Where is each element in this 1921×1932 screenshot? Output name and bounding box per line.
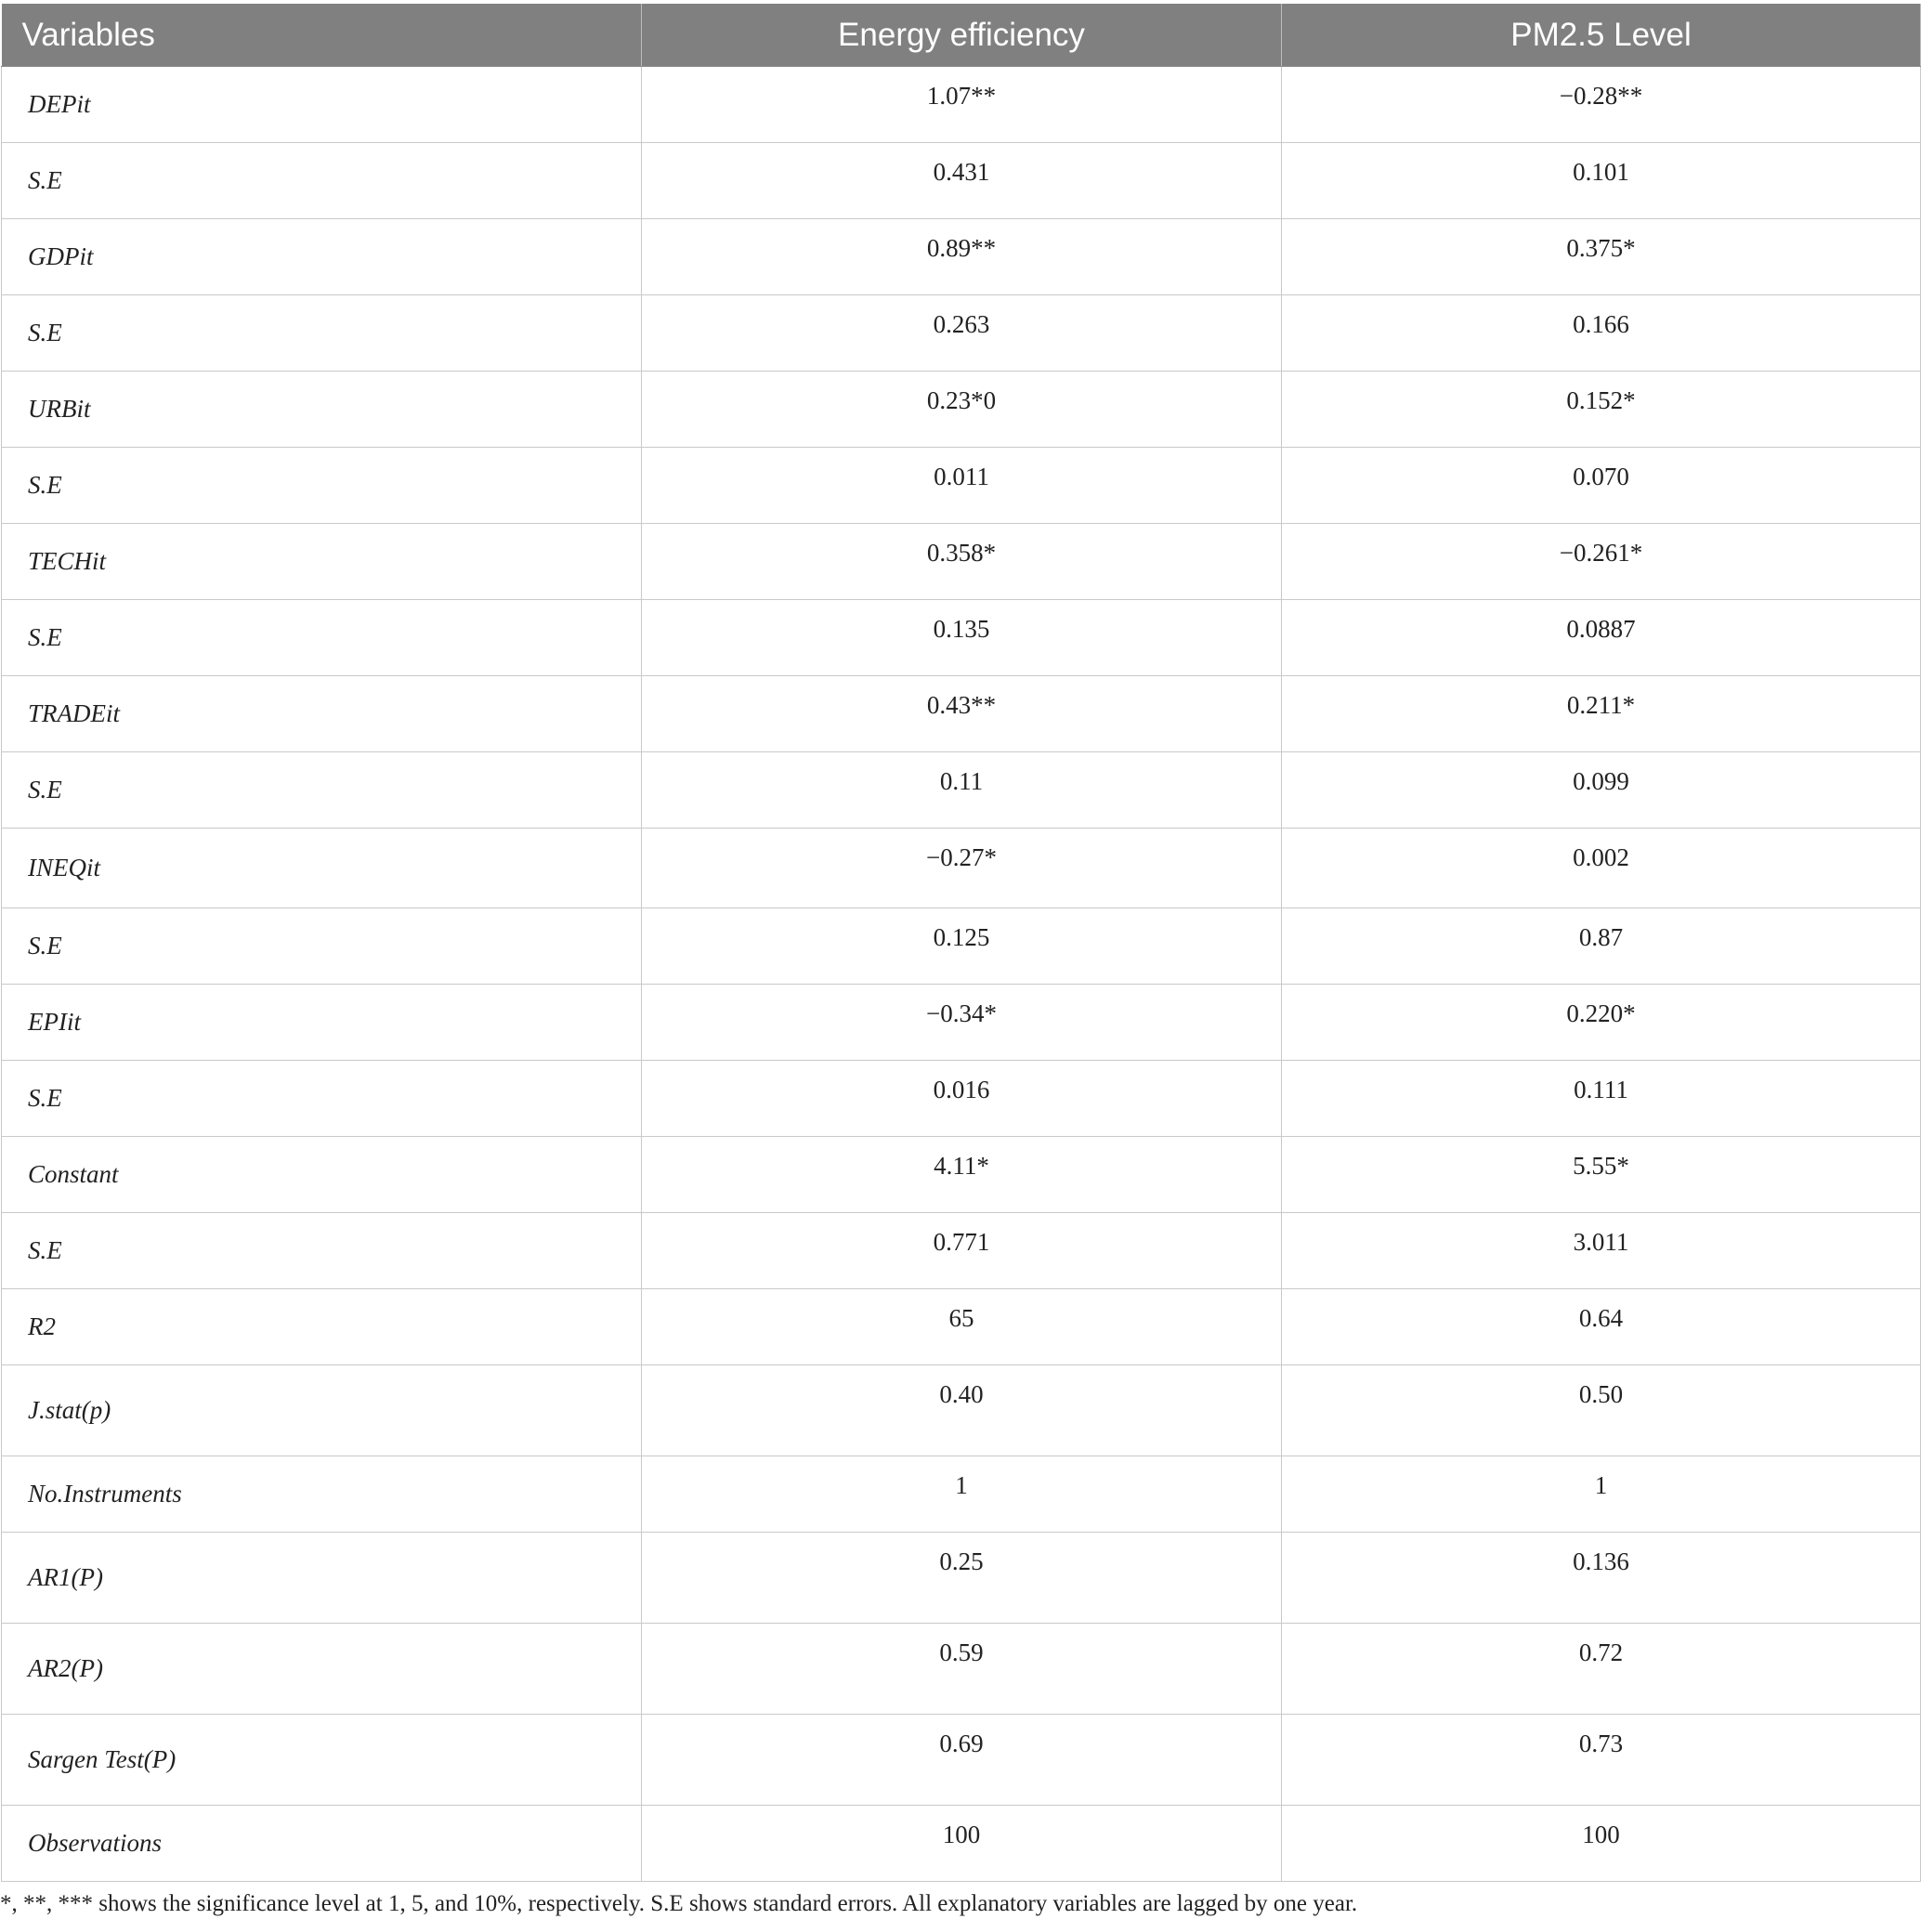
table-row [2,1061,1921,1137]
row-variable-cell: S.E [2,295,642,372]
row-variable-cell: INEQit [2,829,642,908]
row-pm25-cell: 0.211* [1282,676,1921,752]
table-body [2,67,1921,1882]
row-pm25-cell: 0.0887 [1282,600,1921,676]
table-row [2,448,1921,524]
row-energy-efficiency-cell: 0.263 [642,295,1282,372]
row-energy-efficiency-cell: 0.358* [642,524,1282,600]
results-table [1,4,1921,1882]
row-pm25-cell: 0.50 [1282,1365,1921,1456]
row-pm25-cell: 3.011 [1282,1213,1921,1289]
row-pm25-cell: 1 [1282,1456,1921,1533]
table-row [2,1806,1921,1882]
row-variable-cell: AR1(P) [2,1533,642,1624]
table-row [2,295,1921,372]
row-variable-cell: S.E [2,448,642,524]
row-pm25-cell: 0.136 [1282,1533,1921,1624]
table-row [2,1289,1921,1365]
row-variable-cell: URBit [2,372,642,448]
results-table-container [0,4,1921,1882]
table-row [2,1624,1921,1715]
row-pm25-cell: 0.72 [1282,1624,1921,1715]
row-pm25-cell: 5.55* [1282,1137,1921,1213]
row-variable-cell: S.E [2,1213,642,1289]
row-variable-cell: Observations [2,1806,642,1882]
row-variable-cell: Sargen Test(P) [2,1715,642,1806]
row-pm25-cell: −0.261* [1282,524,1921,600]
table-row [2,143,1921,219]
table-row [2,1213,1921,1289]
row-pm25-cell: 0.375* [1282,219,1921,295]
row-variable-cell: S.E [2,143,642,219]
table-row [2,1137,1921,1213]
row-variable-cell: EPIit [2,985,642,1061]
row-energy-efficiency-cell: 0.431 [642,143,1282,219]
row-pm25-cell: 0.099 [1282,752,1921,829]
table-row [2,1715,1921,1806]
row-energy-efficiency-cell: 0.11 [642,752,1282,829]
row-pm25-cell: 0.64 [1282,1289,1921,1365]
row-variable-cell: J.stat(p) [2,1365,642,1456]
row-energy-efficiency-cell: 100 [642,1806,1282,1882]
table-row [2,524,1921,600]
row-variable-cell: S.E [2,600,642,676]
row-energy-efficiency-cell: 0.25 [642,1533,1282,1624]
row-variable-cell: S.E [2,1061,642,1137]
table-row [2,829,1921,908]
header-variables: Variables [2,4,642,67]
row-pm25-cell: 100 [1282,1806,1921,1882]
row-energy-efficiency-cell: 0.011 [642,448,1282,524]
row-variable-cell: S.E [2,752,642,829]
row-variable-cell: AR2(P) [2,1624,642,1715]
row-energy-efficiency-cell: 0.016 [642,1061,1282,1137]
row-pm25-cell: 0.002 [1282,829,1921,908]
row-pm25-cell: 0.166 [1282,295,1921,372]
table-row [2,1456,1921,1533]
row-variable-cell: No.Instruments [2,1456,642,1533]
row-pm25-cell: 0.070 [1282,448,1921,524]
row-variable-cell: DEPit [2,67,642,143]
row-energy-efficiency-cell: 0.135 [642,600,1282,676]
row-energy-efficiency-cell: 0.89** [642,219,1282,295]
table-row [2,219,1921,295]
table-row [2,985,1921,1061]
row-variable-cell: TECHit [2,524,642,600]
table-row [2,908,1921,985]
table-row [2,600,1921,676]
row-pm25-cell: 0.152* [1282,372,1921,448]
table-row [2,676,1921,752]
table-row [2,67,1921,143]
table-footnote: *, **, *** shows the significance level at 1, 5, and 10%, respectively. S.E shows standard errors. All explanatory variables are lagged by one year. [0,1891,1358,1916]
table-row [2,1365,1921,1456]
table-header-row [2,4,1921,67]
table-row [2,752,1921,829]
row-pm25-cell: 0.111 [1282,1061,1921,1137]
row-variable-cell: Constant [2,1137,642,1213]
row-energy-efficiency-cell: 0.40 [642,1365,1282,1456]
row-energy-efficiency-cell: 0.771 [642,1213,1282,1289]
row-energy-efficiency-cell: 4.11* [642,1137,1282,1213]
row-pm25-cell: 0.220* [1282,985,1921,1061]
row-variable-cell: R2 [2,1289,642,1365]
row-variable-cell: S.E [2,908,642,985]
row-energy-efficiency-cell: 1 [642,1456,1282,1533]
table-row [2,372,1921,448]
row-energy-efficiency-cell: 1.07** [642,67,1282,143]
row-variable-cell: GDPit [2,219,642,295]
header-pm25-level: PM2.5 Level [1282,4,1921,67]
row-pm25-cell: −0.28** [1282,67,1921,143]
row-energy-efficiency-cell: −0.34* [642,985,1282,1061]
row-energy-efficiency-cell: 0.59 [642,1624,1282,1715]
row-energy-efficiency-cell: 65 [642,1289,1282,1365]
row-variable-cell: TRADEit [2,676,642,752]
header-energy-efficiency: Energy efficiency [642,4,1282,67]
row-energy-efficiency-cell: 0.23*0 [642,372,1282,448]
table-row [2,1533,1921,1624]
row-energy-efficiency-cell: 0.43** [642,676,1282,752]
row-pm25-cell: 0.73 [1282,1715,1921,1806]
row-energy-efficiency-cell: −0.27* [642,829,1282,908]
row-energy-efficiency-cell: 0.125 [642,908,1282,985]
row-pm25-cell: 0.101 [1282,143,1921,219]
row-pm25-cell: 0.87 [1282,908,1921,985]
row-energy-efficiency-cell: 0.69 [642,1715,1282,1806]
